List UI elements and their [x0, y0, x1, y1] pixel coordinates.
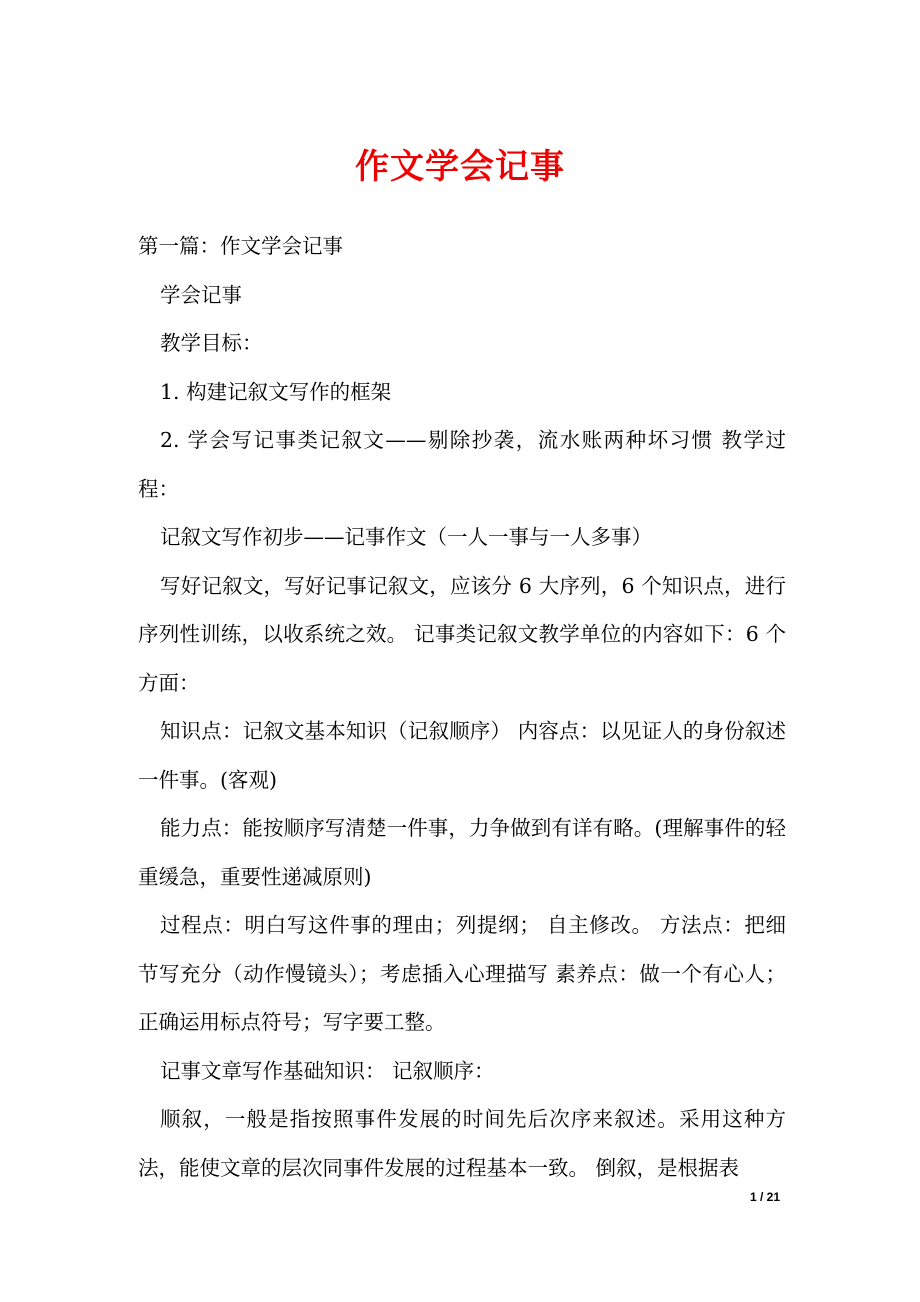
- paragraph: 2. 学会写记事类记叙文——剔除抄袭，流水账两种坏习惯 教学过程：: [138, 428, 786, 501]
- paragraph: 记叙文写作初步——记事作文（一人一事与一人多事）: [160, 525, 652, 549]
- document-body: [138, 222, 786, 1192]
- paragraph: 1. 构建记叙文写作的框架: [160, 379, 392, 404]
- paragraph: 知识点：记叙文基本知识（记叙顺序） 内容点：以见证人的身份叙述一件事。(客观): [138, 719, 786, 792]
- paragraph: 能力点：能按顺序写清楚一件事，力争做到有详有略。(理解事件的轻重缓急，重要性递减原则): [138, 816, 786, 889]
- paragraph: 写好记叙文，写好记事记叙文，应该分 6 大序列，6 个知识点，进行序列性训练，以收系统之效。 记事类记叙文教学单位的内容如下：6 个方面：: [138, 573, 786, 695]
- paragraph: 教学目标：: [160, 331, 263, 355]
- document-title: 作文学会记事: [355, 147, 565, 187]
- paragraph: 学会记事: [160, 282, 242, 307]
- paragraph: 顺叙，一般是指按照事件发展的时间先后次序来叙述。采用这种方法，能使文章的层次同事件发展的过程基本一致。 倒叙，是根据表: [138, 1107, 786, 1180]
- paragraph: 过程点：明白写这件事的理由；列提纲； 自主修改。 方法点：把细节写充分（动作慢镜头）；考虑插入心理描写 素养点：做一个有心人；正确运用标点符号；写字要工整。: [138, 913, 786, 1034]
- paragraph-heading: 第一篇：作文学会记事: [138, 234, 343, 258]
- paragraph: 记事文章写作基础知识： 记叙顺序：: [160, 1058, 495, 1083]
- page-number: 1 / 21: [749, 1190, 780, 1204]
